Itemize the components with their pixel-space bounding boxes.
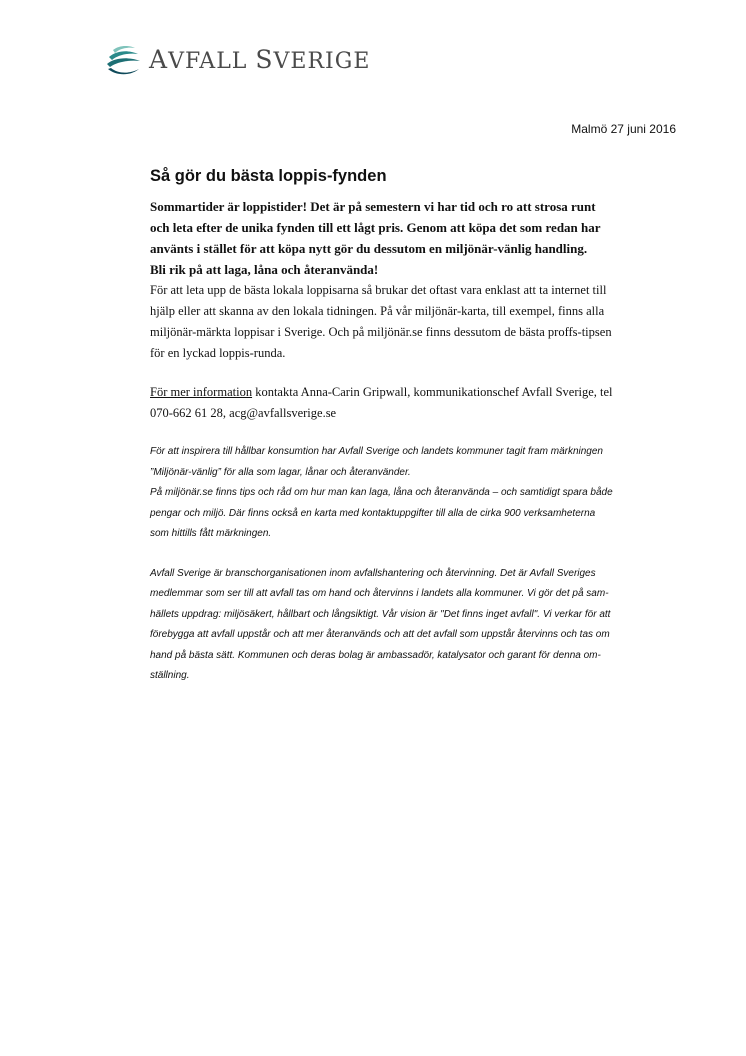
boilerplate-line: Avfall Sverige är branschorganisationen inom avfallshantering och återvinning. Det är Avfall Sveriges [150, 567, 596, 579]
contact-paragraph [150, 382, 680, 424]
body-line: för en lyckad loppis-runda. [150, 346, 286, 360]
brand-name: AVFALL SVERIGE [149, 45, 371, 74]
boilerplate-line: hällets uppdrag: miljösäkert, hållbart och långsiktigt. Vår vision är "Det finns inget avfall". Vi verkar för att [150, 608, 611, 620]
body-line: hjälp eller att skanna av den lokala tidningen. På vår miljönär-karta, till exempel, finns alla [150, 304, 605, 318]
body-line: miljönär-märkta loppisar i Sverige. Och på miljönär.se finns dessutom de bästa proffs-tipsen [150, 325, 612, 339]
avfall-sverige-wave-logo-icon [105, 44, 141, 78]
campaign-info-line: ”Miljönär-vänlig” för alla som lagar, lånar och återanvänder. [150, 466, 411, 478]
lead-line: och leta efter de unika fynden till ett lågt pris. Genom att köpa det som redan har [150, 220, 601, 235]
boilerplate-line: förebygga att avfall uppstår och att mer återanvänds och att det avfall som uppstår återvinns och tas om [150, 629, 610, 640]
body-paragraph [150, 280, 680, 364]
campaign-info-line: pengar och miljö. Där finns också en karta med kontaktuppgifter till alla de cirka 900 verksamheterna [150, 507, 596, 519]
campaign-info-line: som hittills fått märkningen. [150, 528, 272, 539]
brand-logo [105, 43, 370, 79]
document-date: Malmö 27 juni 2016 [571, 122, 676, 136]
lead-line: Bli rik på att laga, låna och återanvända! [150, 262, 379, 277]
campaign-info-line: För att inspirera till hållbar konsumtion har Avfall Sverige och landets kommuner tagit fram märkningen [150, 446, 603, 457]
campaign-info-paragraph [150, 442, 680, 545]
body-line: För att leta upp de bästa lokala loppisarna så brukar det oftast vara enklast att ta internet till [150, 283, 607, 297]
press-release-title: Så gör du bästa loppis-fynden [150, 167, 387, 185]
more-information-link[interactable]: För mer information [150, 385, 253, 399]
document-body [150, 196, 680, 687]
contact-details: 070-662 61 28, acg@avfallsverige.se [150, 406, 337, 420]
boilerplate-line: hand på bästa sätt. Kommunen och deras bolag är ambassadör, katalysator och garant för denna om- [150, 649, 601, 661]
campaign-info-line: På miljönär.se finns tips och råd om hur man kan laga, låna och återanvända – och samtidigt spara både [150, 487, 613, 498]
contact-text: kontakta Anna-Carin Gripwall, kommunikationschef Avfall Sverige, tel [252, 385, 613, 399]
organisation-boilerplate [150, 564, 680, 687]
boilerplate-line: ställning. [150, 670, 190, 681]
lead-line: använts i stället för att köpa nytt gör du dessutom en miljönär-vänlig handling. [150, 241, 588, 256]
boilerplate-line: medlemmar som ser till att avfall tas om hand och återvinns i landets alla kommuner. Vi gör det på sam- [150, 588, 609, 599]
lead-paragraph [150, 196, 680, 280]
lead-line: Sommartider är loppistider! Det är på semestern vi har tid och ro att strosa runt [150, 199, 596, 214]
